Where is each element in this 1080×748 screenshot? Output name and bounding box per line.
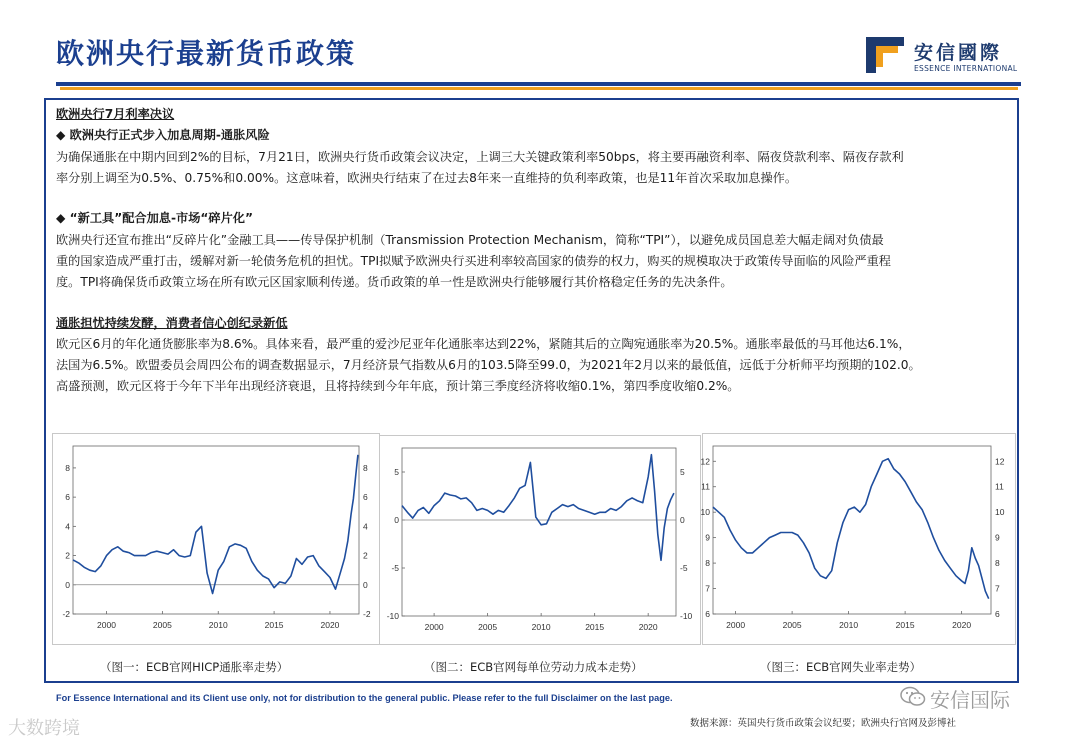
section1-paragraph1-line2: 率分别上调至为0.5%、0.75%和0.00%。这意味着，欧洲央行结束了在过去8年来一直维持的负利率政策，也是11年首次采取加息操作。 bbox=[56, 171, 798, 185]
y-tick-label-left: -2 bbox=[62, 609, 70, 619]
series-line bbox=[713, 459, 989, 599]
section1-subheading-tools: ◆ “新工具”配合加息-市场“碎片化” bbox=[56, 211, 253, 225]
chart-hicp-plot bbox=[53, 434, 379, 644]
x-tick-label: 2015 bbox=[585, 622, 605, 632]
section2-line2: 法国为6.5%。欧盟委员会周四公布的调查数据显示，7月经济景气指数从6月的103.5降至99.0，为2021年2月以来的最低值，远低于分析师平均预期的102.0。 bbox=[56, 358, 921, 372]
chart-unemployment bbox=[702, 433, 1016, 645]
y-tick-label-right: 4 bbox=[363, 521, 368, 532]
y-tick-label-left: 5 bbox=[394, 467, 399, 477]
y-tick-label-right: 2 bbox=[363, 550, 368, 561]
y-tick-label-right: 6 bbox=[363, 492, 368, 503]
section2-heading: 通胀担忧持续发酵，消费者信心创纪录新低 bbox=[56, 316, 288, 330]
data-source: 数据来源：英国央行货币政策会议纪要；欧洲央行官网及彭博社 bbox=[690, 718, 957, 729]
wechat-icon bbox=[900, 686, 926, 708]
y-tick-label-right: -2 bbox=[363, 609, 371, 619]
y-tick-label-left: 2 bbox=[65, 550, 70, 561]
y-tick-label-left: 8 bbox=[705, 558, 710, 569]
section2-line3: 高盛预测，欧元区将于今年下半年出现经济衰退，且将持续到今年年底，预计第三季度经济将收缩0.1%，第四季度收缩0.2%。 bbox=[56, 379, 740, 393]
company-logo-icon bbox=[866, 37, 904, 73]
plot-frame bbox=[402, 448, 676, 616]
y-tick-label-right: 0 bbox=[680, 515, 685, 525]
chart-hicp-caption: （图一：ECB官网HICP通胀率走势） bbox=[100, 660, 289, 674]
y-tick-label-left: 0 bbox=[394, 515, 399, 525]
chart-hicp bbox=[52, 433, 380, 645]
y-tick-label-right: 9 bbox=[995, 532, 1000, 543]
disclaimer-note: For Essence International and its Client use only, not for distribution to the general public. Please refer to the full Disclaimer on the last page. bbox=[56, 693, 673, 703]
company-logo-chinese: 安信國際 bbox=[914, 42, 1003, 64]
y-tick-label-right: 8 bbox=[363, 462, 368, 473]
y-tick-label-left: 6 bbox=[705, 609, 710, 619]
section1-paragraph2-line3: 度。TPI将确保货币政策立场在所有欧元区国家顺利传递。货币政策的单一性是欧洲央行能够履行其价格稳定任务的先决条件。 bbox=[56, 275, 733, 289]
y-tick-label-right: 0 bbox=[363, 579, 368, 590]
y-tick-label-left: 12 bbox=[700, 456, 710, 467]
watermark-left: 大数跨境 bbox=[8, 718, 80, 739]
series-line bbox=[73, 455, 358, 594]
x-tick-label: 2000 bbox=[726, 620, 746, 630]
x-tick-label: 2015 bbox=[895, 620, 915, 630]
y-tick-label-right: 8 bbox=[995, 558, 1000, 569]
chart-unemployment-caption: （图三：ECB官网失业率走势） bbox=[760, 660, 922, 674]
y-tick-label-right: 6 bbox=[995, 609, 1000, 619]
section1-paragraph2-line1: 欧洲央行还宣布推出“反碎片化”金融工具——传导保护机制（Transmission Protection Mechanism，简称“TPI”），以避免成员国息差大幅走阔对负债最 bbox=[56, 233, 884, 247]
y-tick-label-right: 12 bbox=[995, 456, 1005, 467]
chart-labour-cost-caption: （图二：ECB官网每单位劳动力成本走势） bbox=[424, 660, 643, 674]
x-tick-label: 2020 bbox=[638, 622, 658, 632]
series-line bbox=[402, 455, 674, 561]
y-tick-label-right: -10 bbox=[680, 611, 693, 621]
section1-heading: 欧洲央行7月利率决议 bbox=[56, 107, 175, 121]
x-tick-label: 2000 bbox=[97, 620, 116, 630]
plot-frame bbox=[713, 446, 991, 614]
y-tick-label-right: 7 bbox=[995, 583, 1000, 594]
x-tick-label: 2005 bbox=[152, 620, 172, 630]
y-tick-label-left: 10 bbox=[700, 507, 710, 518]
header-divider-blue bbox=[56, 82, 1021, 86]
page-title: 欧洲央行最新货币政策 bbox=[56, 37, 357, 70]
chart-labour-cost bbox=[379, 435, 701, 645]
y-tick-label-left: 4 bbox=[65, 521, 70, 532]
x-tick-label: 2020 bbox=[320, 620, 340, 630]
chart-unemployment-plot bbox=[700, 434, 1015, 644]
chart-labour-cost-plot bbox=[380, 436, 700, 644]
y-tick-label-right: 11 bbox=[995, 481, 1004, 492]
y-tick-label-left: 11 bbox=[701, 481, 710, 492]
section1-paragraph2-line2: 重的国家造成严重打击，缓解对新一轮债务危机的担忧。TPI拟赋予欧洲央行买进利率较高国家的债券的权力，购买的规模取决于政策传导面临的风险严重程 bbox=[56, 254, 891, 268]
y-tick-label-left: 0 bbox=[65, 579, 70, 590]
y-tick-label-left: 7 bbox=[705, 583, 710, 594]
y-tick-label-left: 6 bbox=[65, 492, 70, 503]
x-tick-label: 2005 bbox=[782, 620, 802, 630]
section1-paragraph1-line1: 为确保通胀在中期内回到2%的目标，7月21日，欧洲央行货币政策会议决定，上调三大关键政策利率50bps，将主要再融资利率、隔夜贷款利率、隔夜存款利 bbox=[56, 150, 904, 164]
y-tick-label-right: 5 bbox=[680, 467, 685, 477]
x-tick-label: 2010 bbox=[208, 620, 228, 630]
header-divider-orange bbox=[60, 87, 1018, 90]
x-tick-label: 2010 bbox=[839, 620, 859, 630]
watermark-right: 安信国际 bbox=[930, 688, 1010, 712]
y-tick-label-right: -5 bbox=[680, 563, 688, 573]
y-tick-label-right: 10 bbox=[995, 507, 1005, 518]
x-tick-label: 2010 bbox=[531, 622, 551, 632]
y-tick-label-left: 8 bbox=[65, 462, 70, 473]
y-tick-label-left: 9 bbox=[705, 532, 710, 543]
company-logo-english: ESSENCE INTERNATIONAL bbox=[914, 64, 1018, 73]
x-tick-label: 2015 bbox=[264, 620, 284, 630]
y-tick-label-left: -5 bbox=[391, 563, 399, 573]
x-tick-label: 2000 bbox=[424, 622, 444, 632]
section1-subheading-rates: ◆ 欧洲央行正式步入加息周期-通胀风险 bbox=[56, 128, 270, 142]
x-tick-label: 2005 bbox=[478, 622, 498, 632]
x-tick-label: 2020 bbox=[952, 620, 972, 630]
y-tick-label-left: -10 bbox=[386, 611, 399, 621]
section2-line1: 欧元区6月的年化通货膨胀率为8.6%。具体来看，最严重的爱沙尼亚年化通胀率达到22%，紧随其后的立陶宛通胀率为20.5%。通胀率最低的马耳他达6.1%， bbox=[56, 337, 911, 351]
plot-frame bbox=[73, 446, 359, 614]
